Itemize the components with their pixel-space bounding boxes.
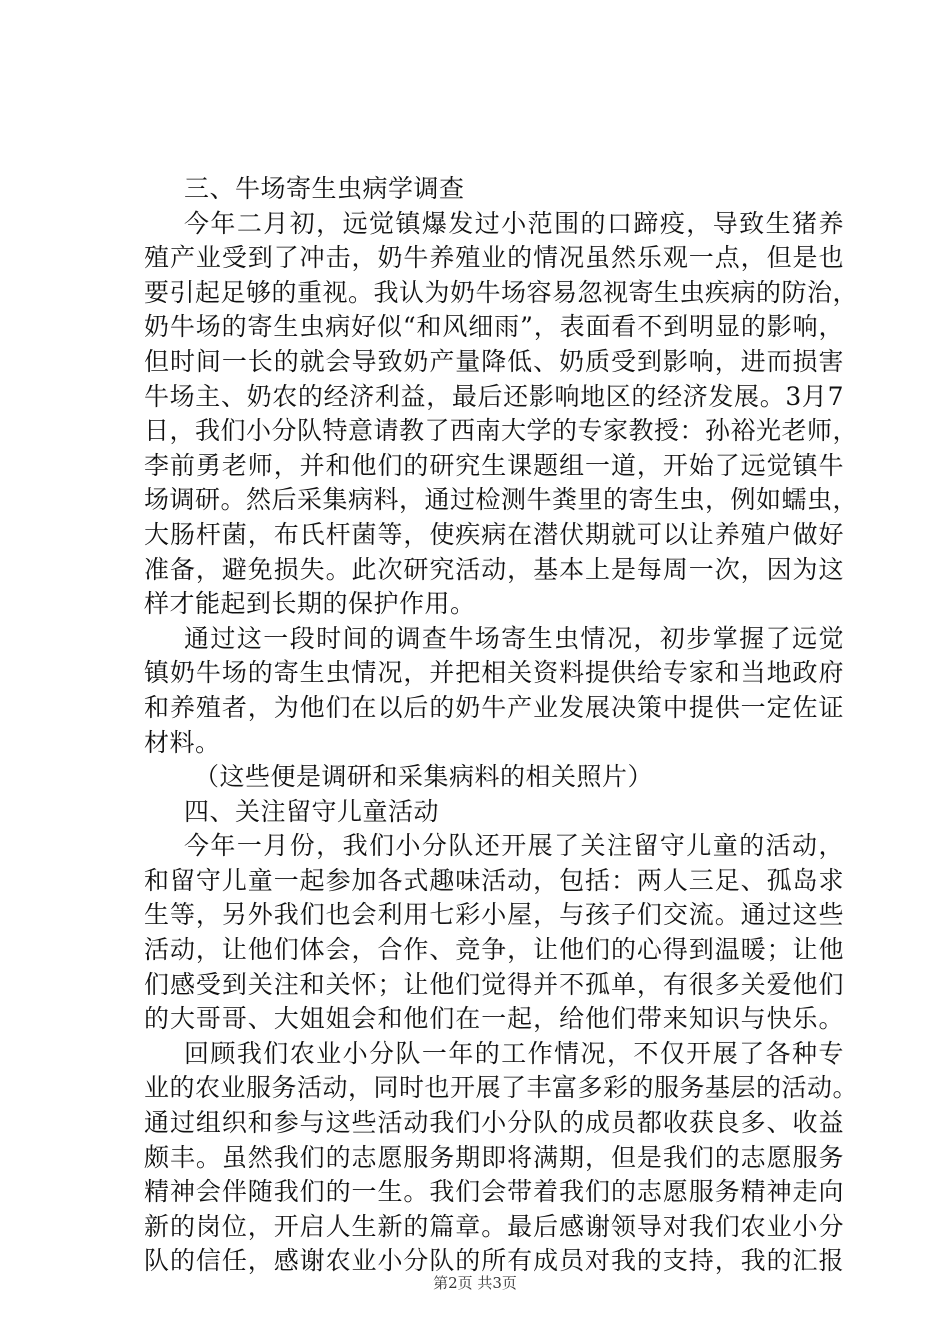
page-number: 第2页 共3页 <box>433 1274 517 1292</box>
paragraph-line: 回顾我们农业小分队一年的工作情况，不仅开展了各种专 <box>184 1038 844 1068</box>
paragraph-line: 但时间一长的就会导致奶产量降低、奶质受到影响，进而损害 <box>144 346 844 376</box>
paragraph-line: 牛场主、奶农的经济利益，最后还影响地区的经济发展。3月7 <box>144 381 844 411</box>
paragraph-line: 镇奶牛场的寄生虫情况，并把相关资料提供给专家和当地政府 <box>144 658 844 688</box>
paragraph-line: 们感受到关注和关怀；让他们觉得并不孤单，有很多关爱他们 <box>144 969 844 999</box>
paragraph-line: 大肠杆菌，布氏杆菌等，使疾病在潜伏期就可以让养殖户做好 <box>144 519 844 549</box>
paragraph-line: 材料。 <box>144 727 221 757</box>
paragraph-line: 今年二月初，远觉镇爆发过小范围的口蹄疫，导致生猪养 <box>184 208 844 238</box>
paragraph-line: 活动，让他们体会，合作、竞争，让他们的心得到温暖；让他 <box>144 935 844 965</box>
paragraph-line: 场调研。然后采集病料，通过检测牛粪里的寄生虫，例如蠕虫， <box>144 485 859 515</box>
paragraph-line: 和养殖者，为他们在以后的奶牛产业发展决策中提供一定佐证 <box>144 692 844 722</box>
paragraph-line: 生等，另外我们也会利用七彩小屋，与孩子们交流。通过这些 <box>144 900 844 930</box>
document-body <box>144 172 859 1279</box>
paragraph-line: 精神会伴随我们的一生。我们会带着我们的志愿服务精神走向 <box>144 1177 844 1207</box>
paragraph-line: 李前勇老师，并和他们的研究生课题组一道，开始了远觉镇牛 <box>144 450 844 480</box>
paragraph-line: 准备，避免损失。此次研究活动，基本上是每周一次，因为这 <box>144 554 844 584</box>
paragraph-line: 奶牛场的寄生虫病好似“和风细雨”，表面看不到明显的影响， <box>144 312 844 342</box>
paragraph-line: 新的岗位，开启人生新的篇章。最后感谢领导对我们农业小分 <box>144 1211 844 1241</box>
paragraph-line: 队的信任，感谢农业小分队的所有成员对我的支持，我的汇报 <box>144 1246 844 1276</box>
paragraph-line: 要引起足够的重视。我认为奶牛场容易忽视寄生虫疾病的防治， <box>144 277 859 307</box>
paragraph-line: 颇丰。虽然我们的志愿服务期即将满期，但是我们的志愿服务 <box>144 1142 844 1172</box>
paragraph-line: 通过这一段时间的调查牛场寄生虫情况，初步掌握了远觉 <box>184 623 844 653</box>
section-heading: 三、牛场寄生虫病学调查 <box>184 174 465 203</box>
photo-caption: （这些便是调研和采集病料的相关照片） <box>194 762 654 792</box>
paragraph-line: 通过组织和参与这些活动我们小分队的成员都收获良多、收益 <box>144 1108 844 1138</box>
paragraph-line: 的大哥哥、大姐姐会和他们在一起，给他们带来知识与快乐。 <box>144 1004 844 1034</box>
paragraph-line: 业的农业服务活动，同时也开展了丰富多彩的服务基层的活动。 <box>144 1073 859 1103</box>
paragraph-line: 样才能起到长期的保护作用。 <box>144 589 476 619</box>
paragraph-line: 殖产业受到了冲击，奶牛养殖业的情况虽然乐观一点，但是也 <box>144 243 844 273</box>
paragraph-line: 今年一月份，我们小分队还开展了关注留守儿童的活动， <box>184 831 844 861</box>
paragraph-line: 和留守儿童一起参加各式趣味活动，包括：两人三足、孤岛求 <box>144 865 844 895</box>
paragraph-line: 日，我们小分队特意请教了西南大学的专家教授：孙裕光老师， <box>144 416 859 446</box>
section-heading: 四、关注留守儿童活动 <box>184 796 440 826</box>
